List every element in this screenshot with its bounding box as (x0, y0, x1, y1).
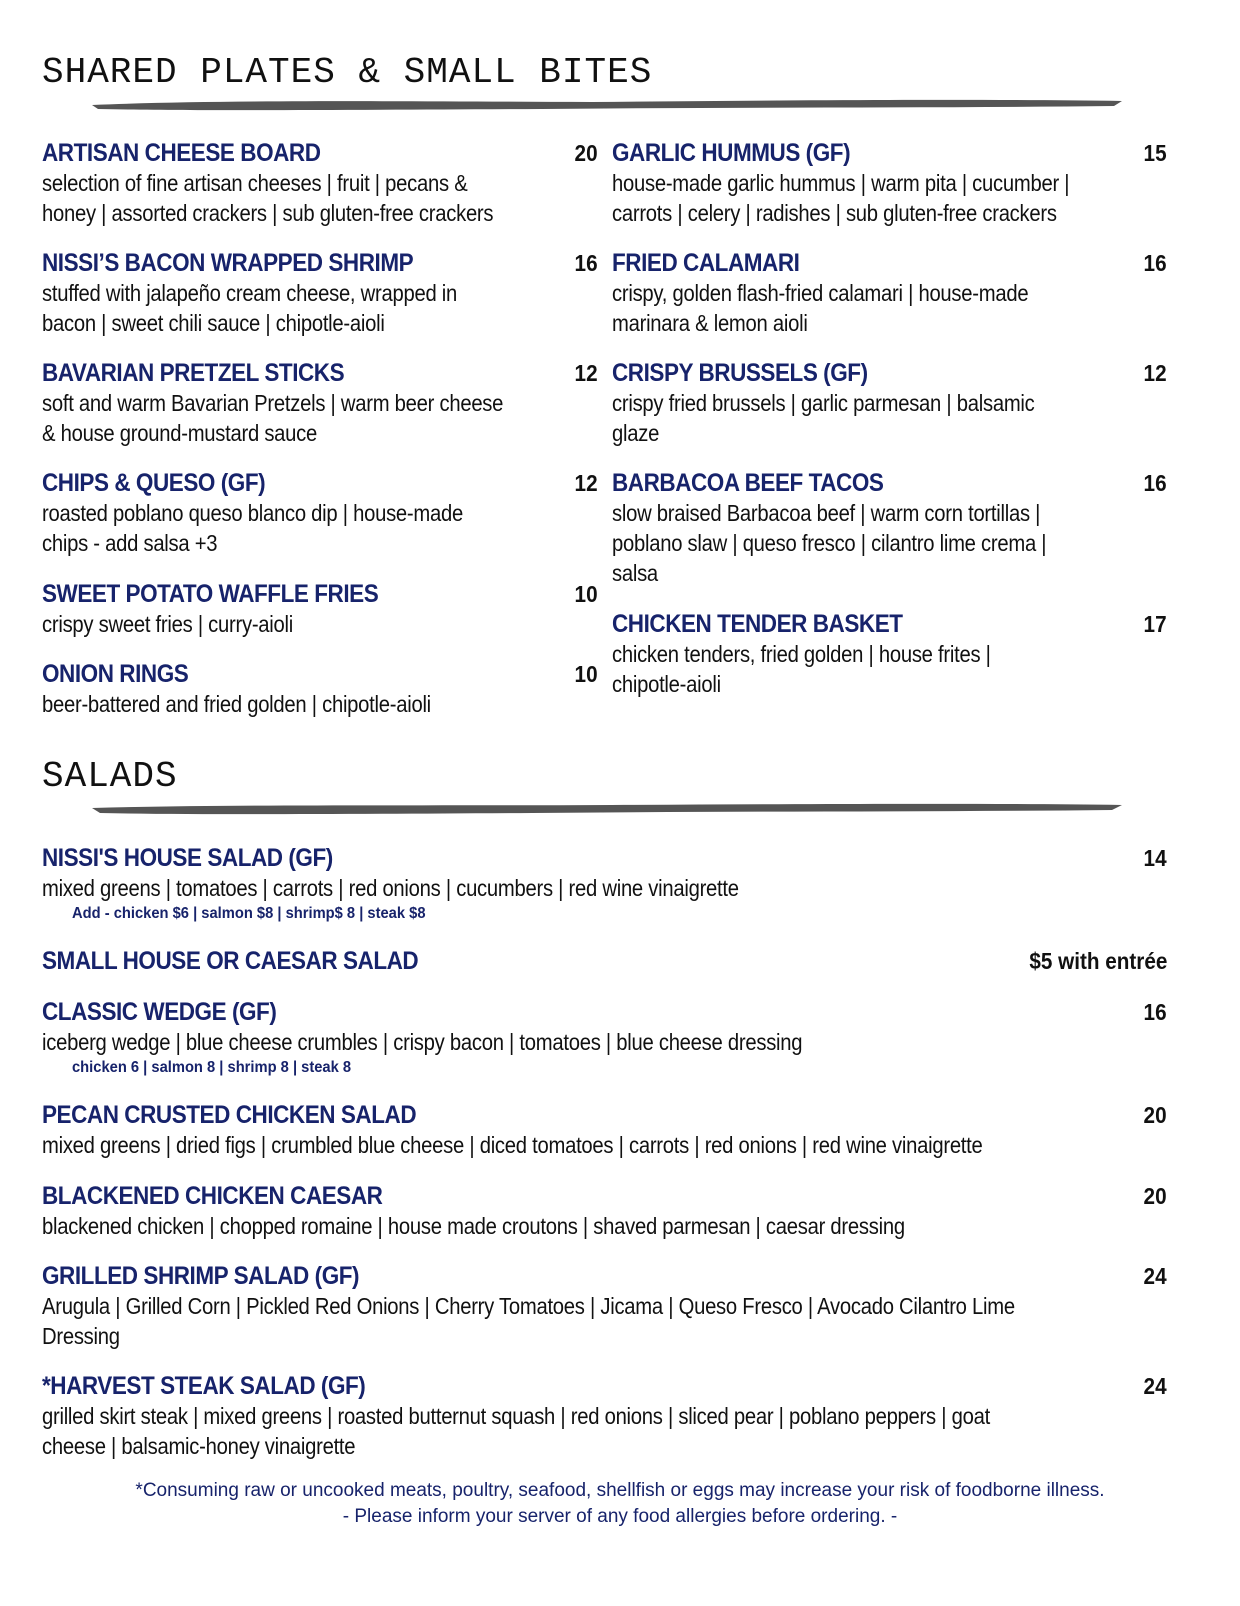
item-price: 10 (574, 581, 598, 607)
item-price: 12 (1143, 360, 1167, 386)
item-desc: chips - add salsa +3 (42, 530, 218, 556)
item-name: SWEET POTATO WAFFLE FRIES (42, 580, 379, 608)
item-desc: crispy fried brussels | garlic parmesan | balsamic (612, 390, 1035, 416)
menu-item (42, 1371, 1119, 1461)
item-name: CRISPY BRUSSELS (GF) (612, 359, 868, 387)
item-desc: house-made garlic hummus | warm pita | cucumber | (612, 170, 1070, 196)
item-desc: stuffed with jalapeño cream cheese, wrapped in (42, 280, 458, 306)
item-desc: honey | assorted crackers | sub gluten-free crackers (42, 200, 494, 226)
item-desc: bacon | sweet chili sauce | chipotle-aioli (42, 310, 385, 336)
section-title-salads: SALADS (42, 756, 178, 797)
item-price: 12 (574, 470, 598, 496)
item-desc: carrots | celery | radishes | sub gluten-free crackers (612, 200, 1057, 226)
menu-item (42, 468, 520, 558)
item-desc: poblano slaw | queso fresco | cilantro lime crema | (612, 530, 1047, 556)
menu-item (612, 358, 1092, 448)
item-price: $5 with entrée (1028, 948, 1167, 974)
item-name: BARBACOA BEEF TACOS (612, 469, 884, 497)
menu-item (42, 946, 460, 976)
item-addon: Add - chicken $6 | salmon $8 | shrimp$ 8 | steak $8 (72, 905, 426, 922)
item-name: ONION RINGS (42, 660, 189, 688)
item-desc: blackened chicken | chopped romaine | house made croutons | shaved parmesan | caesar dressing (42, 1213, 905, 1239)
item-desc: Dressing (42, 1323, 120, 1349)
item-name: CHICKEN TENDER BASKET (612, 610, 903, 638)
item-price: 24 (1143, 1373, 1167, 1399)
item-price: 10 (574, 661, 598, 687)
item-price: 15 (1143, 140, 1167, 166)
item-price: 16 (1143, 250, 1167, 276)
item-desc: selection of fine artisan cheeses | fruit | pecans & (42, 170, 468, 196)
item-desc: roasted poblano queso blanco dip | house-made (42, 500, 463, 526)
menu-item (42, 1100, 1111, 1160)
item-desc: crispy, golden flash-fried calamari | house-made (612, 280, 1029, 306)
item-name: BAVARIAN PRETZEL STICKS (42, 359, 345, 387)
item-price: 17 (1143, 611, 1167, 637)
menu-item (42, 579, 416, 639)
menu-item (42, 358, 566, 448)
menu-item (612, 468, 1106, 588)
menu-item (42, 843, 834, 925)
menu-item (42, 248, 514, 338)
item-desc: soft and warm Bavarian Pretzels | warm beer cheese (42, 390, 504, 416)
item-desc: chipotle-aioli (612, 671, 721, 697)
section-title-shared: SHARED PLATES & SMALL BITES (42, 52, 653, 93)
item-price: 16 (574, 250, 598, 276)
item-desc: glaze (612, 420, 660, 446)
item-desc: chicken tenders, fried golden | house frites | (612, 641, 991, 667)
item-desc: Arugula | Grilled Corn | Pickled Red Onions | Cherry Tomatoes | Jicama | Queso Fresco | Avocado Cilantro Lime (42, 1293, 1015, 1319)
item-name: GRILLED SHRIMP SALAD (GF) (42, 1262, 360, 1290)
menu-item (42, 1181, 1022, 1241)
item-price: 16 (1143, 999, 1167, 1025)
item-desc: slow braised Barbacoa beef | warm corn tortillas | (612, 500, 1041, 526)
footer-disclaimer: *Consuming raw or uncooked meats, poultry, seafood, shellfish or eggs may increase your risk of foodborne illness. (135, 1480, 1105, 1501)
item-price: 14 (1143, 845, 1167, 871)
item-desc: mixed greens | tomatoes | carrots | red onions | cucumbers | red wine vinaigrette (42, 875, 739, 901)
item-desc: mixed greens | dried figs | crumbled blue cheese | diced tomatoes | carrots | red onions | red wine vinaigrette (42, 1132, 983, 1158)
menu-item (612, 138, 1132, 228)
menu-item (612, 248, 1085, 338)
menu-item (42, 659, 484, 719)
item-name: BLACKENED CHICKEN CAESAR (42, 1182, 383, 1210)
item-desc: cheese | balsamic-honey vinaigrette (42, 1433, 356, 1459)
item-name: CHIPS & QUESO (GF) (42, 469, 266, 497)
item-desc: salsa (612, 560, 658, 586)
item-desc: grilled skirt steak | mixed greens | roasted butternut squash | red onions | sliced pear | poblano peppers | goat (42, 1403, 990, 1429)
item-price: 20 (1143, 1102, 1167, 1128)
menu-item (42, 1261, 1148, 1351)
item-name: SMALL HOUSE OR CAESAR SALAD (42, 947, 419, 975)
item-price: 12 (574, 360, 598, 386)
item-name: NISSI'S HOUSE SALAD (GF) (42, 844, 333, 872)
item-name: FRIED CALAMARI (612, 249, 800, 277)
menu-item (42, 138, 555, 228)
item-price: 24 (1143, 1263, 1167, 1289)
item-desc: iceberg wedge | blue cheese crumbles | crispy bacon | tomatoes | blue cheese dressing (42, 1029, 803, 1055)
item-price: 20 (574, 140, 598, 166)
footer-allergy-note: - Please inform your server of any food allergies before ordering. - (342, 1506, 898, 1527)
item-name: ARTISAN CHEESE BOARD (42, 139, 321, 167)
brush-divider (92, 96, 1122, 112)
brush-divider (92, 800, 1122, 816)
item-name: GARLIC HUMMUS (GF) (612, 139, 851, 167)
item-price: 16 (1143, 470, 1167, 496)
item-price: 20 (1143, 1183, 1167, 1209)
item-desc: beer-battered and fried golden | chipotle-aioli (42, 691, 431, 717)
item-name: CLASSIC WEDGE (GF) (42, 998, 277, 1026)
item-desc: & house ground-mustard sauce (42, 420, 318, 446)
item-desc: marinara & lemon aioli (612, 310, 808, 336)
item-name: NISSI’S BACON WRAPPED SHRIMP (42, 249, 414, 277)
item-name: PECAN CRUSTED CHICKEN SALAD (42, 1101, 417, 1129)
menu-item (42, 997, 906, 1079)
item-addon: chicken 6 | salmon 8 | shrimp 8 | steak 8 (72, 1059, 352, 1076)
item-name: *HARVEST STEAK SALAD (GF) (42, 1372, 366, 1400)
item-desc: crispy sweet fries | curry-aioli (42, 611, 293, 637)
menu-item (612, 609, 1042, 699)
